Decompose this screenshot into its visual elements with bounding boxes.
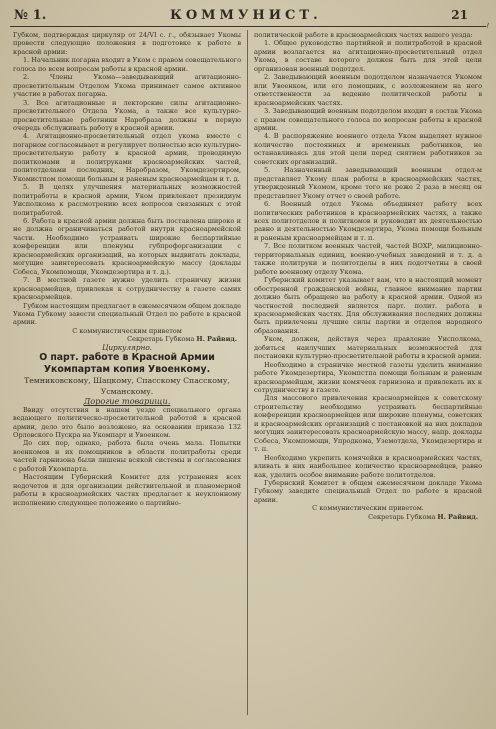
left-column (13, 31, 241, 507)
salutation: Дорогие товарищи. (83, 396, 171, 407)
body-paragraph: Необходимо в страничке местной газеты уделить внимание работе Укомдезертира, Укомпстпа помощи больным и раненым красноармейцам, жизни комячеек гарнизона и привлекать их к сотрудничеству в газете. (254, 360, 482, 395)
signature-role: Секретарь Губкома (368, 512, 436, 521)
addressees: Темниковскому, Шацкому, Спасскому Спасскому, Усманскому. (24, 376, 230, 396)
body-paragraph: До сих пор, однако, работа была очень мала. Попытки военкомов и их помощников в области политработы среди частей гарнизона были лишены всякой системы и согласования с работой Укомпарта. (13, 439, 241, 473)
body-paragraph: Для массового привлечения красноармейцев к советскому строительству необходимо устраивать беспартийные конференции красноармейцев или широкие пленумы, советских и красноармейских организаций с постановкой на них докладов могущих заинтересовать красноармейскую массу, напр. доклады Собеса, Укомпомощи, Упродкома, Уземотдела, Укомдезертира и т. п. (254, 394, 482, 454)
page-number: 21 (451, 8, 468, 22)
body-paragraph: 4. В распоряжение военного отдела Уком выделяет нужное количество постоянных и временных работников, не останавливаясь для этой цели перед снятием работников за советских организаций. (254, 132, 482, 166)
body-paragraph: Ввиду отсутствия в нашем уезде специального органа ведающего политическо-просветительной работой в красной армии, дело это было возложено, на основании приказа 132 Орловского Пускра на Укомпарт и Увоенком. (13, 405, 241, 440)
circular-label: Циркулярно. (101, 342, 153, 352)
order-paragraph: 6. Работа в красной армии должна быть поставлена широко и не должна ограничиваться работой внутри красноармейской части. Необходимо устраивать широкие беспартийные конференции или пленумы губпрофорганизации с красноармейских организаций, на которых выдвигать доклады, могущие заинтересовать красноармейскую массу (доклады Собеса, Укомпомощи, Укомдезертира и т. д.). (13, 216, 241, 276)
order-paragraph: 1. Начальник погарна входит в Уком с правом совещательного голоса по всем вопросам работы в красной армии. (13, 56, 241, 73)
order-paragraph: 5. В целях улучшения материальных возможностей политработы в красной армии, Уком привлекает президиум Уисполкома к рассмотрению всех вопросов связанных с этой политработой. (13, 183, 241, 217)
order-paragraph: Губком, подтверждая циркуляр от 24/VI с. г., обязывает Укомы провести следующие положения в подготовке к работе в красной армии: (13, 31, 241, 56)
order-paragraph: Губком настоящим предлагает в ежемесячном общем докладе Укома Губкому завести специальный Отдел по работе в красной армии. (13, 301, 241, 327)
body-paragraph: Необходимо укрепить комячейки в красноармейских частях, вливать в них наибольшее количество красноармейцев, равно как, уделить особое внимание работе политотделов. (254, 453, 482, 479)
order-paragraph: 2. Члены Укома—заведывающий агитационно-просветительным Отделом Укома принимает самое активное участие в работах погарна. (13, 73, 241, 99)
body-paragraph: Губернский комитет указывает вам, что в настоящий момент обостренной гражданской войны, главное внимание партии должно быть обращено на работу в красной армии. Одной из частностей последней является парт. полит. работа в красноармейских частях. Для обслуживания последних должны быть привлечены лучшие силы партии и отделов народного образования. (254, 276, 482, 335)
body-paragraph: 2. Заведывающий военным подотделом назначается Укомом или Увоенком, или его помощник, с возложением на него ответственности за ведение политической работы в красноармейских частях. (254, 73, 482, 107)
signature-name: Н. Райвид. (437, 512, 478, 521)
signature (254, 513, 482, 521)
body-paragraph: 3. Заведывающий военным подотделом входит в состав Укома с правом совещательного голоса по вопросам работы в красной армии. (254, 107, 482, 132)
body-paragraph: 1. Общее руководство партийной и политработой в красной армии возлагается на агитационно-просветительный отдел Укома, в составе которого должен быть для этой цели организован военный подотдел. (254, 39, 482, 73)
order-paragraph: 4. Агитационно-просветительный отдел укома вместе с погарном согласовывает и регулирует полностью всю культурно-просветительную работу в красной армии, проводимую политкомами и политруками красноармейских частей, политотделами последних, Наробразом, Укомдезертиром, Укомистпом помощи больным и раненым красноармейцам и т. д. (13, 132, 241, 183)
body-paragraph: 6. Военный отдел Укома объединяет работу всех политических работников в красноармейских частях, а также всех политотделов и политкомов и руководит их деятельностью равно и деятельностью Укомдезертира, Укома помощи больным и раненым красноармейцам и т. п. (254, 200, 482, 242)
column-divider (247, 30, 248, 715)
body-paragraph: Губернский Комитет в общем ежемесячном докладе Укома Губкому заведите специальный Отдел по работе в красной армии. (254, 479, 482, 504)
body-paragraph: 7. Все политком военных частей, частей ВОХР, милиционно-территориальных единиц, военно-учебных заведений и т. д. а также политруки и политотделы в них подотчетны в своей работе военному отделу Укома. (254, 242, 482, 276)
signature-name: Н. Райвид. (196, 335, 237, 344)
newspaper-title: КОММУНИСТ. (170, 8, 322, 23)
order-paragraph: 7. В местной газете нужно уделить страничку жизни красноармейцев, привлекая к сотрудничеству в газете самих красноармейцев. (13, 276, 241, 302)
body-paragraph: Настоящим Губернский Комитет для устранения всех недочетов и для организации действительной и планомерной работы в красноармейских частях предлагает к неуклонному исполнению следующее положение о партийно- (13, 473, 241, 507)
body-paragraph: политической работе в красноармейских частях вашего уезда: (254, 31, 473, 39)
issue-number: № 1. (14, 8, 47, 23)
article-headline: О парт. работе в Красной Армии Укомпартам копия Увоенкому. (39, 352, 215, 376)
greeting-closing: С коммунистическим приветом. (312, 504, 424, 513)
greeting-closing: С коммунистическим приветом (72, 326, 182, 335)
body-paragraph: 5. Назначенный заведывающий военным отдел-м представляет Укому план работы в красноармейских частях, утвержденный Укомом, кроме того не реже 2 раза в месяц он представляет Укому отчет о своей работе. (254, 166, 482, 200)
header-rule (10, 26, 486, 27)
right-column (254, 31, 482, 521)
body-paragraph: Уком, должен, действуя через правление Уисполкома, добиться наилучших материальных возможностей для постановки культурно-просветительной работы в красной армии. (254, 335, 482, 361)
handwritten-mark: ɩ (484, 19, 492, 32)
signature-role: Секретарь Губкома (127, 335, 195, 344)
order-paragraph: 3. Все агитационные и лекторские силы агитационно-просветительного Отдела Укома, а также все культурно-просветительные работники Наробраза должны в первую очередь обслуживать работу в красной армии. (13, 98, 241, 132)
